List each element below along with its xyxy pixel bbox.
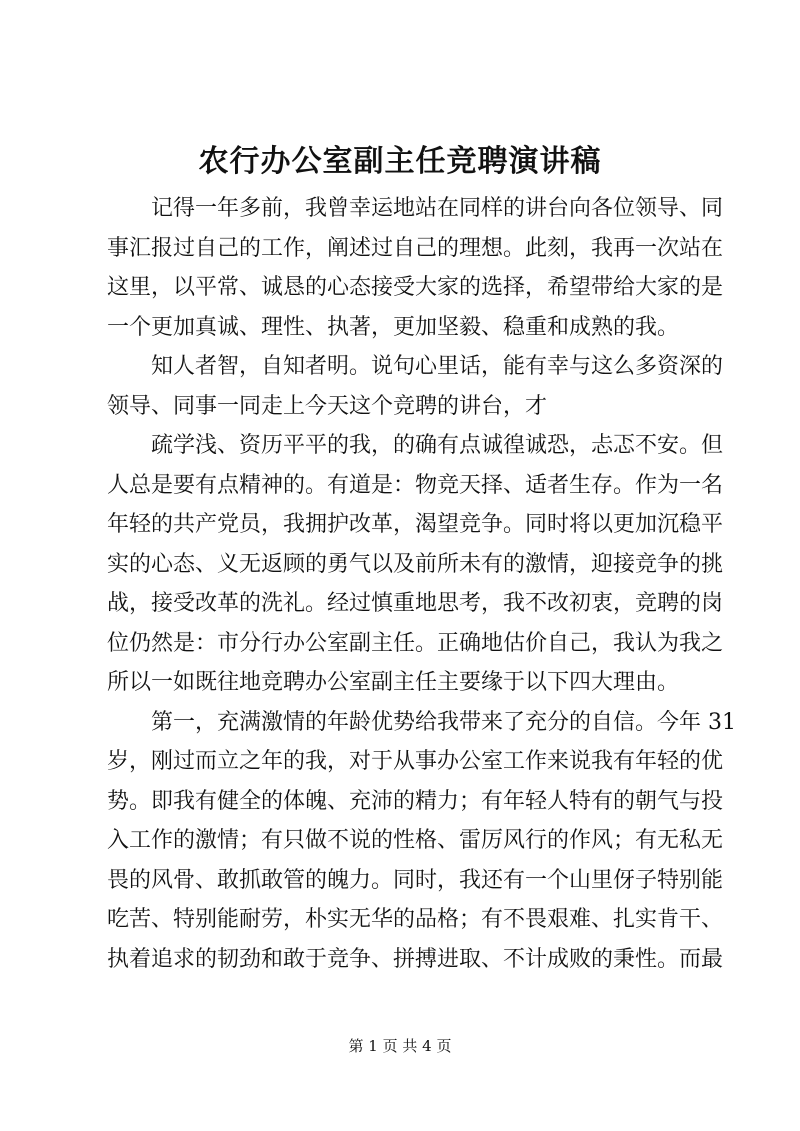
text-line: 位仍然是：市分行办公室副主任。正确地估价自己，我认为我之	[107, 630, 724, 656]
text-line: 执着追求的韧劲和敢于竞争、拼搏进取、不计成败的秉性。而最	[107, 946, 724, 972]
text-line: 所以一如既往地竞聘办公室副主任主要缘于以下四大理由。	[107, 670, 680, 695]
text-line: 疏学浅、资历平平的我，的确有点诚徨诚恐，忐忑不安。但	[151, 433, 724, 458]
text-line: 事汇报过自己的工作，阐述过自己的理想。此刻，我再一次站在	[107, 235, 724, 261]
text-line: 战，接受改革的洗礼。经过慎重地思考，我不改初衷，竞聘的岗	[107, 591, 724, 616]
page-title: 农行办公室副主任竞聘演讲稿	[198, 144, 602, 179]
text-line: 吃苦、特别能耐劳，朴实无华的品格；有不畏艰难、扎实肯干、	[107, 907, 724, 932]
text-line: 知人者智，自知者明。说句心里话，能有幸与这么多资深的	[151, 354, 724, 379]
text-line: 领导、同事一同走上今天这个竞聘的讲台，才	[107, 393, 548, 419]
text-line: 畏的风骨、敢抓敢管的魄力。同时，我还有一个山里伢子特别能	[107, 867, 724, 893]
text-line: 势。即我有健全的体魄、充沛的精力；有年轻人特有的朝气与投	[107, 788, 724, 814]
page-footer: 第 1 页 共 4 页	[348, 1037, 452, 1055]
text-line: 这里，以平常、诚恳的心态接受大家的选择，希望带给大家的是	[107, 275, 724, 300]
text-line: 第一，充满激情的年龄优势给我带来了充分的自信。今年 31	[151, 709, 736, 735]
text-line: 岁，刚过而立之年的我，对于从事办公室工作来说我有年轻的优	[107, 749, 724, 774]
text-line: 一个更加真诚、理性、执著，更加坚毅、稳重和成熟的我。	[107, 314, 680, 340]
text-line: 实的心态、义无返顾的勇气以及前所未有的激情，迎接竞争的挑	[107, 551, 724, 577]
text-line: 记得一年多前，我曾幸运地站在同样的讲台向各位领导、同	[151, 196, 724, 221]
text-line: 入工作的激情；有只做不说的性格、雷厉风行的作风；有无私无	[107, 828, 724, 853]
text-line: 年轻的共产党员，我拥护改革，渴望竞争。同时将以更加沉稳平	[107, 512, 724, 537]
text-line: 人总是要有点精神的。有道是：物竞天择、适者生存。作为一名	[107, 472, 724, 498]
body-text	[107, 189, 736, 979]
